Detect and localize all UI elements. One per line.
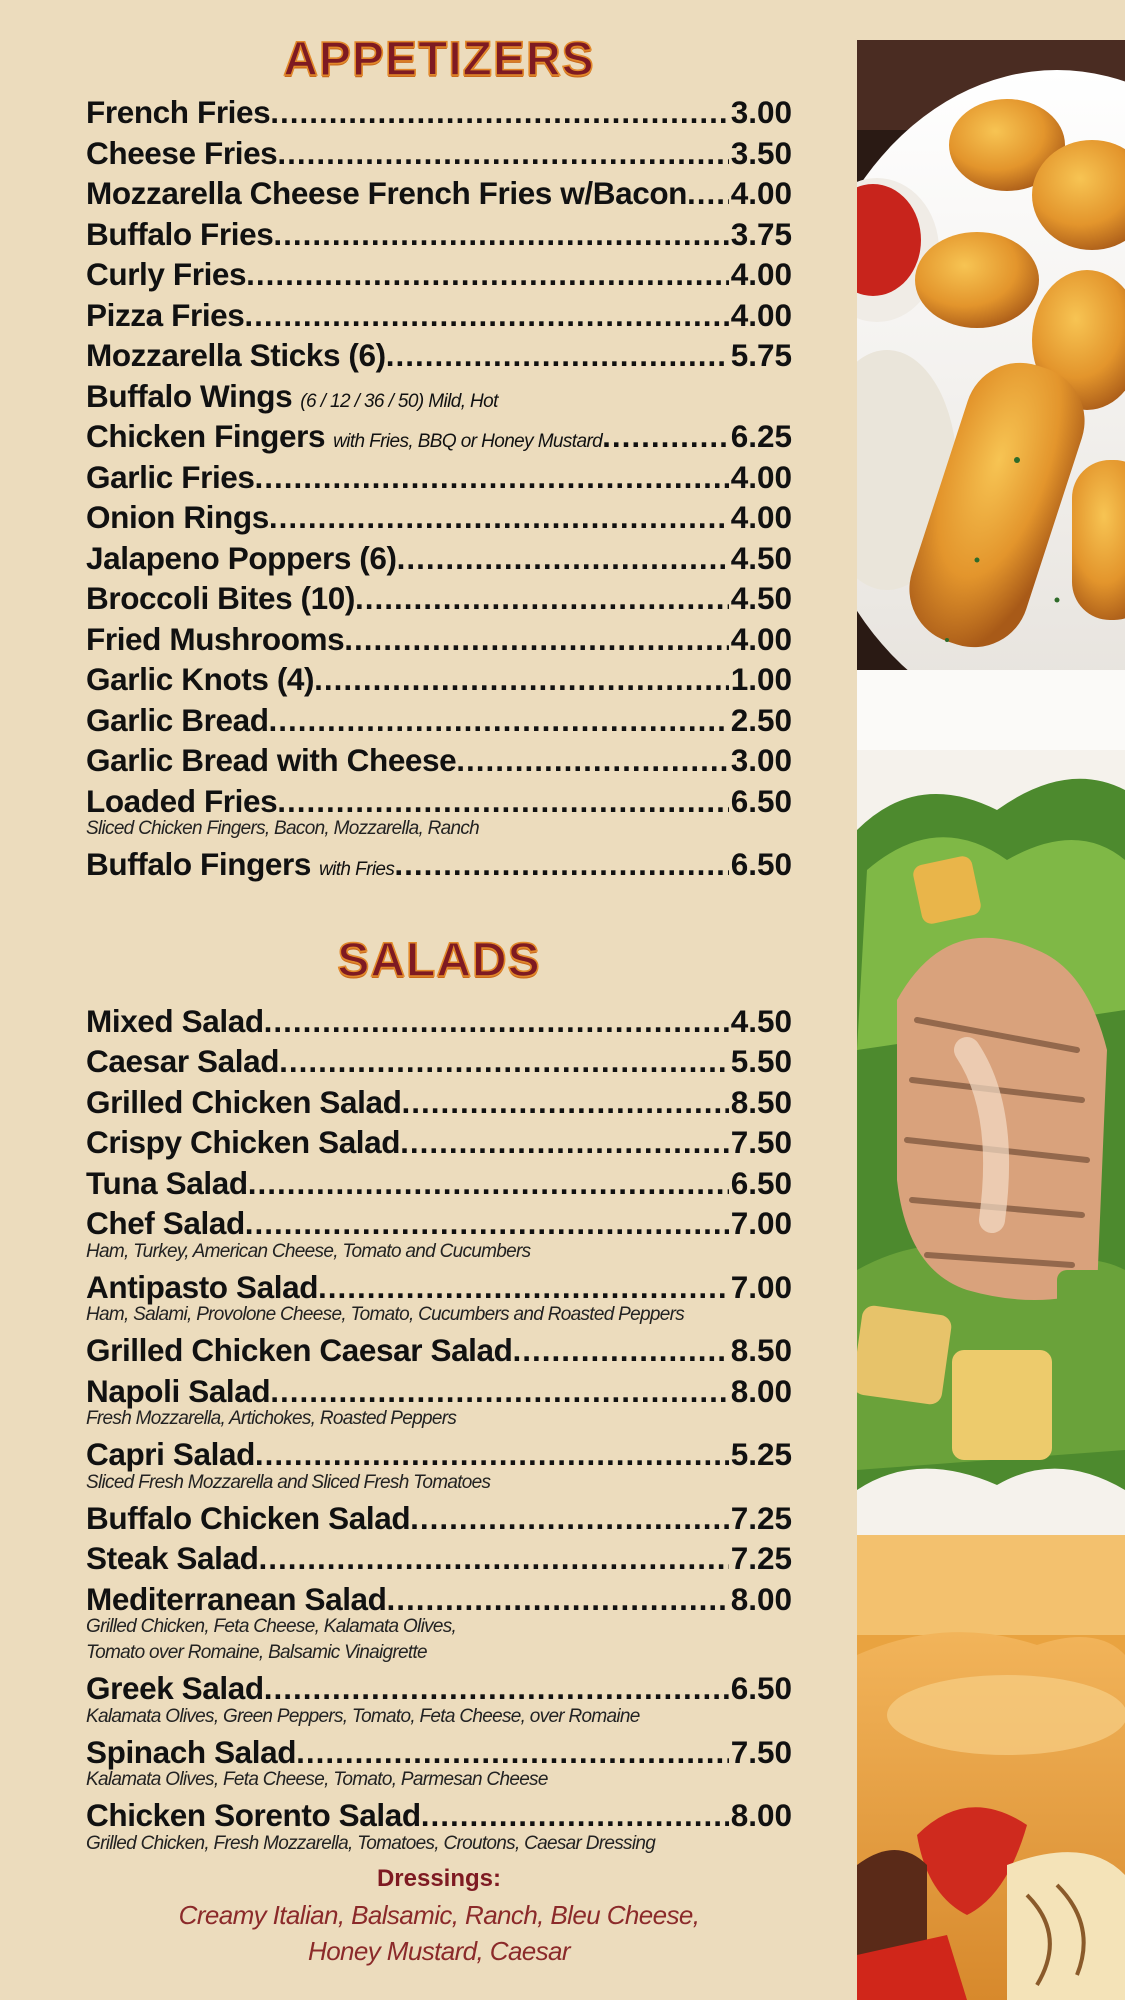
item-name: Loaded Fries (86, 782, 278, 819)
dot-leader (264, 1668, 729, 1709)
item-price: 3.00 (730, 742, 792, 778)
item-price: 8.00 (730, 1797, 792, 1833)
menu-item-broccoli-bites-10 (86, 578, 792, 619)
menu-item-row (86, 740, 792, 781)
menu-item-row (86, 1203, 792, 1244)
menu-item-steak-salad (86, 1538, 792, 1579)
photo-strip (857, 40, 1125, 2000)
dot-leader (400, 1122, 729, 1163)
calzone-image (857, 1535, 1125, 2000)
dot-leader (279, 1041, 729, 1082)
menu-item-napoli-salad (86, 1371, 792, 1433)
menu-item-row (86, 295, 792, 336)
item-name: Steak Salad (86, 1540, 259, 1576)
item-price: 7.00 (730, 1268, 792, 1305)
salads-heading: SALADS (337, 933, 541, 987)
menu-item-buffalo-fries (86, 214, 792, 255)
menu-item-row (86, 1579, 792, 1620)
item-name: Greek Salad (86, 1670, 264, 1706)
menu-item-row (86, 700, 792, 741)
menu-item-row (86, 1330, 792, 1371)
dot-leader (269, 497, 729, 538)
item-name: Antipasto Salad (86, 1268, 319, 1305)
dot-leader (687, 173, 729, 214)
item-price: 8.00 (730, 1580, 792, 1617)
menu-item-garlic-knots-4 (86, 659, 792, 700)
menu-item-row (86, 214, 792, 255)
item-description: Ham, Salami, Provolone Cheese, Tomato, Cucumbers and Roasted Peppers (86, 1304, 685, 1325)
grilled-chicken-salad-photo (857, 750, 1125, 1535)
menu-item-row (86, 538, 792, 579)
menu-item-row (86, 376, 792, 417)
menu-item-row (86, 335, 792, 376)
menu-item-garlic-bread-with-cheese (86, 740, 792, 781)
menu-item-loaded-fries (86, 781, 792, 843)
menu-item-greek-salad (86, 1668, 792, 1730)
item-price: 7.00 (730, 1205, 792, 1241)
item-price: 6.50 (730, 1670, 792, 1706)
dot-leader (318, 1267, 729, 1308)
dot-leader (277, 781, 728, 822)
menu-item-garlic-fries (86, 457, 792, 498)
item-price: 6.25 (730, 418, 792, 454)
menu-item-spinach-salad (86, 1732, 792, 1794)
dot-leader (270, 92, 728, 133)
dot-leader (394, 844, 728, 885)
menu-item-cheese-fries (86, 133, 792, 174)
appetizers-heading: APPETIZERS (283, 33, 595, 86)
menu-item-row (86, 1434, 792, 1475)
item-price: 4.00 (730, 458, 792, 495)
appetizers-list (86, 92, 792, 885)
item-price: 4.00 (730, 175, 792, 211)
menu-item-row (86, 844, 792, 885)
dot-leader (410, 1498, 729, 1539)
mozzarella-sticks-photo (857, 40, 1125, 750)
item-price: 5.50 (730, 1043, 792, 1079)
menu-item-row (86, 1371, 792, 1412)
item-description: Kalamata Olives, Feta Cheese, Tomato, Parmesan Cheese (86, 1769, 548, 1790)
item-price: 1.00 (730, 661, 792, 697)
menu-item-row (86, 619, 792, 660)
menu-item-row (86, 497, 792, 538)
menu-item-onion-rings (86, 497, 792, 538)
menu-item-row (86, 457, 792, 498)
menu-item-row (86, 1538, 792, 1579)
menu-item-row (86, 92, 792, 133)
item-description: Fresh Mozzarella, Artichokes, Roasted Peppers (86, 1408, 457, 1429)
menu-column (86, 30, 792, 1969)
menu-item-row (86, 1041, 792, 1082)
menu-item-french-fries (86, 92, 792, 133)
item-name: Garlic Knots (4) (86, 661, 315, 697)
menu-item-row (86, 1122, 792, 1163)
item-name: Buffalo Fingers (86, 846, 312, 882)
item-price: 7.50 (730, 1733, 792, 1770)
dot-leader (401, 1082, 728, 1123)
item-name: Grilled Chicken Salad (86, 1083, 402, 1120)
item-description: Grilled Chicken, Feta Cheese, Kalamata Olives, Tomato over Romaine, Balsamic Vinaigrette (86, 1616, 457, 1663)
item-name: Spinach Salad (86, 1733, 297, 1770)
item-name: Tuna Salad (86, 1164, 248, 1201)
item-name: Fried Mushrooms (86, 620, 345, 657)
dot-leader (344, 619, 728, 660)
dot-leader (270, 1371, 728, 1412)
menu-item-row (86, 1732, 792, 1773)
item-name: Broccoli Bites (10) (86, 580, 355, 616)
menu-item-pizza-fries (86, 295, 792, 336)
dot-leader (273, 214, 728, 255)
item-price: 4.00 (730, 499, 792, 535)
item-name: Napoli Salad (86, 1372, 271, 1409)
menu-item-fried-mushrooms (86, 619, 792, 660)
grilled-chicken-salad-image (857, 750, 1125, 1535)
item-price: 5.75 (730, 337, 792, 373)
item-name: French Fries (86, 94, 271, 130)
item-price: 4.50 (730, 580, 792, 616)
item-name: Chicken Sorento Salad (86, 1797, 421, 1833)
item-price: 3.50 (730, 134, 792, 171)
item-price: 8.00 (730, 1372, 792, 1409)
menu-item-mozzarella-sticks-6 (86, 335, 792, 376)
dot-leader (602, 416, 729, 457)
menu-item-crispy-chicken-salad (86, 1122, 792, 1163)
menu-item-tuna-salad (86, 1163, 792, 1204)
item-price: 6.50 (730, 846, 792, 882)
mozzarella-sticks-image (857, 40, 1125, 750)
item-name: Grilled Chicken Caesar Salad (86, 1332, 513, 1368)
item-name: Chef Salad (86, 1205, 245, 1241)
item-note: with Fries (319, 859, 395, 880)
item-price: 4.00 (730, 296, 792, 333)
item-name: Buffalo Chicken Salad (86, 1499, 411, 1536)
item-name: Cheese Fries (86, 134, 278, 171)
menu-item-chicken-fingers (86, 416, 792, 457)
menu-item-buffalo-fingers (86, 844, 792, 885)
menu-item-antipasto-salad (86, 1267, 792, 1329)
menu-item-row (86, 173, 792, 214)
menu-item-row (86, 659, 792, 700)
menu-item-mozzarella-cheese-french-fries-w-bacon (86, 173, 792, 214)
item-description: Grilled Chicken, Fresh Mozzarella, Tomatoes, Croutons, Caesar Dressing (86, 1832, 656, 1854)
menu-item-mixed-salad (86, 1001, 792, 1042)
item-description: Kalamata Olives, Green Peppers, Tomato, Feta Cheese, over Romaine (86, 1705, 640, 1727)
item-name: Jalapeno Poppers (6) (86, 539, 397, 576)
item-name: Buffalo Fries (86, 215, 274, 252)
menu-item-row (86, 1267, 792, 1308)
dot-leader (245, 1203, 729, 1244)
menu-item-grilled-chicken-caesar-salad (86, 1330, 792, 1371)
dot-leader (296, 1732, 729, 1773)
dot-leader (387, 1579, 729, 1620)
dressings-heading: Dressings: (376, 1864, 502, 1892)
dot-leader (355, 578, 729, 619)
dot-leader (255, 1434, 729, 1475)
salads-list (86, 1001, 792, 1857)
item-name: Caesar Salad (86, 1043, 280, 1079)
menu-item-buffalo-chicken-salad (86, 1498, 792, 1539)
item-price: 4.50 (730, 1002, 792, 1039)
menu-item-curly-fries (86, 254, 792, 295)
item-price: 7.50 (730, 1124, 792, 1160)
menu-item-row (86, 578, 792, 619)
item-price: 8.50 (730, 1083, 792, 1120)
item-price: 4.50 (730, 539, 792, 576)
menu-item-row (86, 133, 792, 174)
menu-item-row (86, 1001, 792, 1042)
item-name: Capri Salad (86, 1436, 255, 1472)
item-price: 3.75 (730, 215, 792, 252)
item-name: Garlic Bread with Cheese (86, 742, 457, 778)
dot-leader (314, 659, 729, 700)
menu-item-garlic-bread (86, 700, 792, 741)
item-name: Mediterranean Salad (86, 1580, 387, 1617)
item-name: Pizza Fries (86, 296, 245, 333)
item-name: Buffalo Wings (86, 377, 293, 414)
item-price: 4.00 (730, 256, 792, 292)
dot-leader (456, 740, 728, 781)
menu-item-mediterranean-salad (86, 1579, 792, 1667)
item-name: Mixed Salad (86, 1002, 264, 1039)
menu-item-capri-salad (86, 1434, 792, 1496)
item-name: Chicken Fingers (86, 418, 326, 454)
item-description: Sliced Fresh Mozzarella and Sliced Fresh Tomatoes (86, 1471, 491, 1493)
item-name: Onion Rings (86, 499, 269, 535)
item-description: Ham, Turkey, American Cheese, Tomato and Cucumbers (86, 1240, 531, 1262)
menu-item-chef-salad (86, 1203, 792, 1265)
item-price: 2.50 (730, 701, 792, 738)
menu-item-buffalo-wings (86, 376, 792, 417)
dot-leader (244, 295, 728, 336)
dot-leader (421, 1795, 729, 1836)
item-price: 7.25 (730, 1499, 792, 1536)
dot-leader (386, 335, 729, 376)
dot-leader (258, 1538, 728, 1579)
menu-item-row (86, 1163, 792, 1204)
dot-leader (277, 133, 728, 174)
item-price: 8.50 (730, 1332, 792, 1368)
item-price: 6.50 (730, 782, 792, 819)
menu-item-row (86, 254, 792, 295)
item-price: 7.25 (730, 1540, 792, 1576)
menu-item-row (86, 1795, 792, 1836)
menu-item-row (86, 416, 792, 457)
item-price: 5.25 (730, 1436, 792, 1472)
dot-leader (264, 1001, 729, 1042)
item-name: Curly Fries (86, 256, 247, 292)
menu-item-row (86, 1498, 792, 1539)
menu-item-grilled-chicken-salad (86, 1082, 792, 1123)
item-name: Mozzarella Sticks (6) (86, 337, 386, 373)
dot-leader (397, 538, 729, 579)
item-price: 3.00 (730, 94, 792, 130)
menu-item-row (86, 781, 792, 822)
item-price: 4.00 (730, 620, 792, 657)
dot-leader (248, 1163, 729, 1204)
menu-item-row (86, 1082, 792, 1123)
item-name: Mozzarella Cheese French Fries w/Bacon (86, 175, 688, 211)
item-note: (6 / 12 / 36 / 50) Mild, Hot (300, 390, 498, 412)
calzone-photo (857, 1535, 1125, 2000)
menu-item-chicken-sorento-salad (86, 1795, 792, 1857)
menu-item-jalapeno-poppers-6 (86, 538, 792, 579)
dot-leader (269, 700, 729, 741)
dot-leader (513, 1330, 729, 1371)
item-name: Crispy Chicken Salad (86, 1124, 401, 1160)
menu-item-caesar-salad (86, 1041, 792, 1082)
item-note: with Fries, BBQ or Honey Mustard (333, 431, 603, 452)
item-price: 6.50 (730, 1164, 792, 1201)
item-name: Garlic Bread (86, 701, 269, 738)
dot-leader (255, 457, 729, 498)
dot-leader (246, 254, 729, 295)
menu-item-row (86, 1668, 792, 1709)
item-description: Sliced Chicken Fingers, Bacon, Mozzarella, Ranch (86, 818, 480, 839)
item-name: Garlic Fries (86, 458, 255, 495)
dressings-list: Creamy Italian, Balsamic, Ranch, Bleu Cheese, Honey Mustard, Caesar (178, 1899, 700, 1966)
